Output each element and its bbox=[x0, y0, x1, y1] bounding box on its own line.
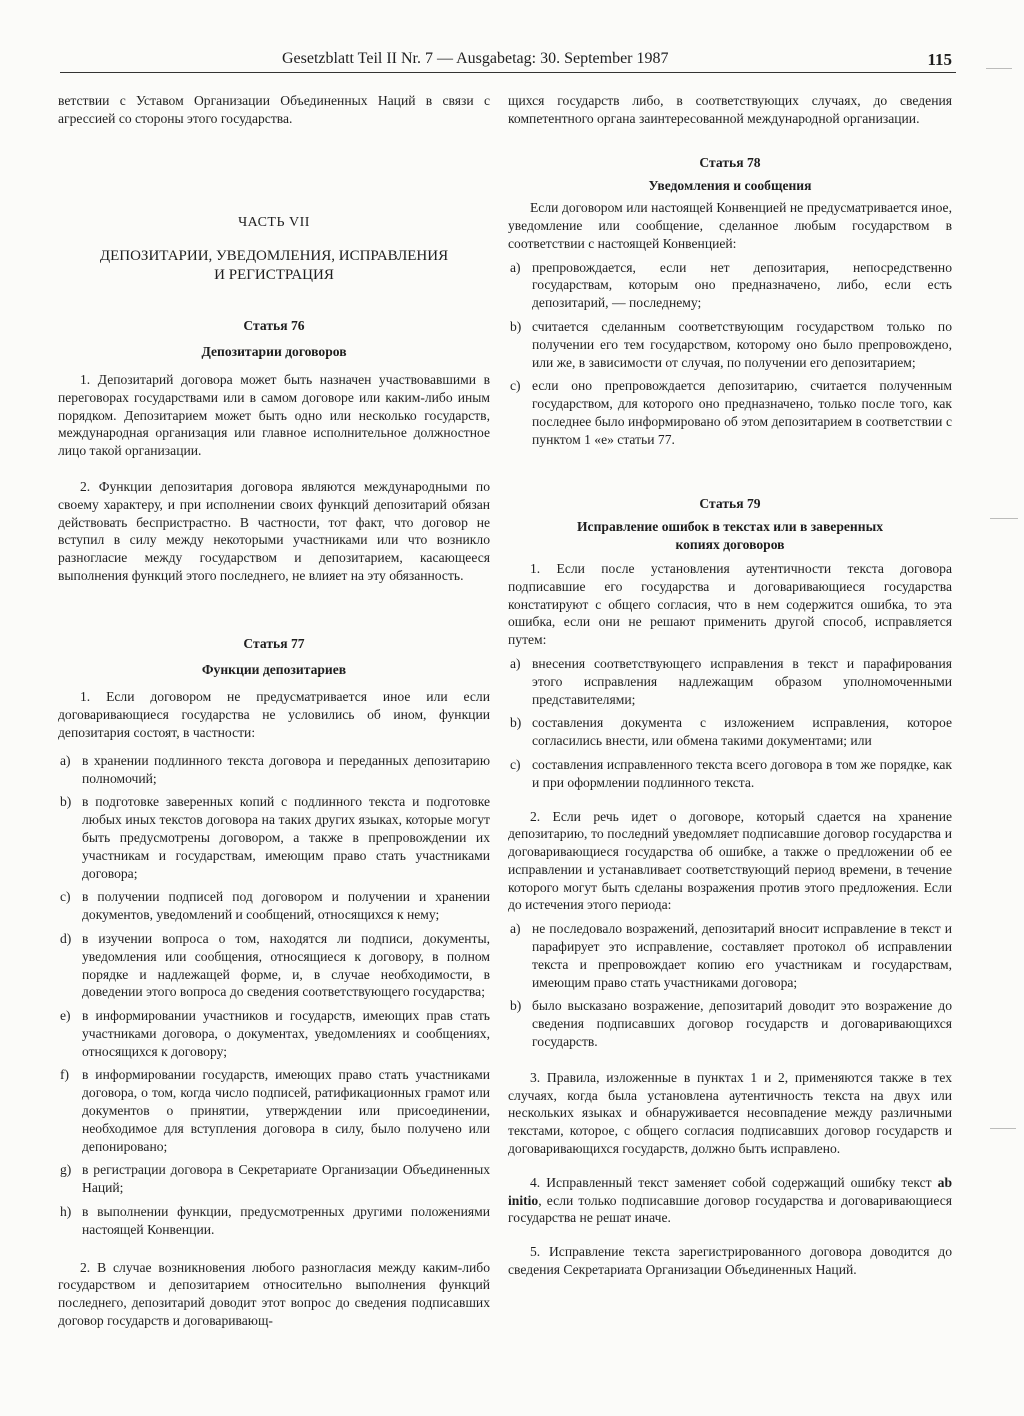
list-item bbox=[58, 888, 490, 924]
item-text: составления исправленного текста всего договора в том же порядке, как и при оформлении подлинного текста. bbox=[532, 756, 952, 790]
paragraph-text: , если только подписавшие договор государства и договаривающиеся государства не решат иначе. bbox=[508, 1192, 952, 1226]
paragraph: 2. В случае возникновения любого разногласия между каким-либо государством и депозитарием относительно выполнения функций последнего, депозитарий доводит этот вопрос до сведения подписавших договор государств и договаривающ- bbox=[58, 1259, 490, 1329]
list-item bbox=[58, 793, 490, 882]
article-78 bbox=[508, 154, 952, 449]
item-text: в подготовке заверенных копий с подлинного текста и подготовке любых иных текстов договора на таких других языках, которые могут быть предусмотрены договором, а также в препровождении их участникам и государствам, имеющим право стать участниками договора; bbox=[82, 794, 490, 881]
item-label: a) bbox=[60, 752, 71, 768]
article-number: Статья 76 bbox=[243, 318, 305, 334]
continued-paragraph: ветствии с Уставом Организации Объединенных Наций в связи с агрессией со стороны этого государства. bbox=[58, 93, 490, 126]
item-label: h) bbox=[60, 1204, 72, 1220]
item-text: в выполнении функции, предусмотренных другими положениями настоящей Конвенции. bbox=[82, 1204, 490, 1237]
part-title-line-2: И РЕГИСТРАЦИЯ bbox=[214, 267, 334, 284]
article-77 bbox=[58, 635, 490, 1330]
part-title bbox=[58, 247, 490, 285]
item-text: в изучении вопроса о том, находятся ли подписи, документы, уведомления или сообщения, относящиеся к договору, в полном порядке и надлежащей форме, и, в случае необходимости, в доведении этого вопроса до сведения соответствующего государства; bbox=[82, 930, 490, 1000]
item-text: в получении подписей под договором и получении и хранении документов, уведомлений и сообщений, относящихся к нему; bbox=[82, 889, 490, 923]
item-label: c) bbox=[510, 378, 521, 394]
item-text: если оно препровождается депозитарию, считается полученным государством, для которого оно предназначено, только после того, как последнее было информировано об этом депозитарием в соответствии с пунктом 1 «е» статьи 77. bbox=[532, 378, 952, 447]
item-text: внесения соответствующего исправления в текст и парафирования этого исправления надлежащим образом уполномоченными представителями; bbox=[532, 655, 952, 707]
list-item bbox=[508, 714, 952, 750]
list-item bbox=[508, 655, 952, 708]
item-text: в регистрации договора в Секретариате Организации Объединенных Наций; bbox=[82, 1162, 490, 1196]
running-header bbox=[60, 50, 956, 73]
article-title: Депозитарии договоров bbox=[201, 344, 347, 360]
article-title: Функции депозитариев bbox=[201, 661, 347, 677]
list-item bbox=[58, 1066, 490, 1155]
item-label: a) bbox=[510, 655, 521, 671]
list-item bbox=[508, 756, 952, 792]
list-item bbox=[508, 377, 952, 448]
paragraph: 2. Функции депозитария договора являются международными по своему характеру, и при исполнении своих функций депозитарий обязан действовать беспристрастно. В частности, тот факт, что договор не вступил в силу между некоторыми участниками или что возникло разногласие между государством и депозитарием, касающееся выполнения функций этого последнего, не влияет на эту обязанность. bbox=[58, 478, 490, 583]
paragraph: 2. Если речь идет о договоре, который сдается на хранение депозитарию, то последний уведомляет подписавшие договор государства и договаривающиеся государства об ошибке, а также о предложении об ее исправлении и устанавливает соответствующий период времени, в течение которого могут быть сделаны возражения против этого предложения. Если до истечения этого периода: bbox=[508, 808, 952, 913]
paragraph: 3. Правила, изложенные в пунктах 1 и 2, применяются также в тех случаях, когда была установлена аутентичность текста на двух или нескольких языках и обнаруживается несовпадение между различными текстами, которое, с общего согласия подписавших договор государств и договаривающихся государств, должно быть исправлено. bbox=[508, 1069, 952, 1157]
item-label: a) bbox=[510, 921, 521, 937]
item-text: не последовало возражений, депозитарий вносит исправление в текст и парафирует это исправление, составляет протокол об исправлении текста и препровождает копию его участникам и государствам, имеющим право стать участниками договора; bbox=[532, 921, 952, 990]
part-title-line-1: ДЕПОЗИТАРИИ, УВЕДОМЛЕНИЯ, ИСПРАВЛЕНИЯ bbox=[99, 248, 449, 265]
left-column bbox=[58, 92, 490, 1330]
part-number: ЧАСТЬ VII bbox=[238, 214, 310, 230]
item-text: в информировании государств, имеющих право стать участниками договора, о том, когда число подписей, ратификационных грамот или документов о принятии, утверждении или присоединении, необходимое для вступления договора в силу, было получено или депонировано; bbox=[82, 1067, 490, 1154]
item-text: в информировании участников и государств, имеющих прав стать участниками договора, о документах, уведомлениях и сообщениях, относящихся к договору; bbox=[82, 1008, 490, 1059]
right-column bbox=[508, 92, 952, 1279]
list-item bbox=[508, 318, 952, 371]
article-79 bbox=[508, 495, 952, 1279]
scan-mark bbox=[990, 518, 1018, 519]
item-label: b) bbox=[60, 794, 72, 810]
item-label: b) bbox=[510, 998, 522, 1014]
paragraph bbox=[508, 1174, 952, 1227]
continued-paragraph: щихся государств либо, в соответствующих случаях, до сведения компетентного органа заинтересованной международной организации. bbox=[508, 93, 952, 126]
paragraph: 5. Исправление текста зарегистрированного договора доводится до сведения Секретариата Организации Объединенных Наций. bbox=[508, 1244, 952, 1278]
list-item bbox=[508, 259, 952, 312]
item-text: было высказано возражение, депозитарий доводит это возражение до сведения подписавших договор государств и договаривающихся государств. bbox=[532, 998, 952, 1050]
item-text: считается сделанным соответствующим государством только по получении его тем государством, которому оно было препровождено, или же, в зависимости от случая, по получении его депозитарием; bbox=[532, 318, 952, 370]
list-item bbox=[58, 1161, 490, 1197]
item-label: b) bbox=[510, 318, 522, 334]
paragraph: 1. Если договором не предусматривается иное или если договаривающиеся государства не условились об ином, функции депозитария состоят, в частности: bbox=[58, 689, 490, 740]
list-item bbox=[58, 1203, 490, 1239]
item-label: d) bbox=[60, 930, 72, 946]
item-text: составления документа с изложением исправления, которое согласились внести, или обмена такими документами; или bbox=[532, 715, 952, 749]
scan-mark bbox=[990, 1128, 1016, 1129]
item-label: b) bbox=[510, 715, 522, 731]
scan-mark bbox=[986, 68, 1012, 69]
item-label: f) bbox=[60, 1067, 70, 1083]
article-number: Статья 77 bbox=[243, 635, 305, 651]
list-item bbox=[58, 752, 490, 788]
item-text: препровождается, если нет депозитария, непосредственно государствам, которым оно предназначено, либо, если есть депозитарий, — последнему; bbox=[532, 259, 952, 311]
item-label: c) bbox=[510, 756, 521, 772]
list-item bbox=[508, 997, 952, 1050]
item-label: g) bbox=[60, 1162, 72, 1178]
list-item bbox=[508, 920, 952, 991]
article-number: Статья 78 bbox=[699, 154, 761, 170]
item-text: в хранении подлинного текста договора и переданных депозитарию полномочий; bbox=[82, 752, 490, 786]
article-title bbox=[508, 518, 952, 554]
paragraph: 1. Если после установления аутентичности текста договора подписавшие его государства и договаривающиеся государства констатируют с общего согласия, что в нем содержится ошибка, то эта ошибка, если они не решают применить другой способ, исправляется путем: bbox=[508, 560, 952, 648]
latin-term: ab initio bbox=[508, 1174, 952, 1208]
page-number: 115 bbox=[927, 50, 952, 69]
item-label: a) bbox=[510, 259, 521, 275]
list-item bbox=[58, 930, 490, 1001]
running-title: Gesetzblatt Teil II Nr. 7 — Ausgabetag: 30. September 1987 bbox=[282, 50, 669, 67]
item-label: c) bbox=[60, 889, 71, 905]
article-number: Статья 79 bbox=[699, 495, 761, 511]
article-title: Уведомления и сообщения bbox=[648, 178, 812, 194]
article-title-line-2: копиях договоров bbox=[675, 537, 785, 553]
paragraph: 1. Депозитарий договора может быть назначен участвовавшими в переговорах государствами или в самом договоре или каким-либо иным порядком. Депозитарием может быть одно или несколько государств, международная организация или главное исполнительное должностное лицо такой организации. bbox=[58, 371, 490, 459]
paragraph: Если договором или настоящей Конвенцией не предусматривается иное, уведомление или сообщение, сделанное любым государством в соответствии с настоящей Конвенцией: bbox=[508, 200, 952, 251]
article-76 bbox=[58, 317, 490, 584]
item-label: e) bbox=[60, 1008, 71, 1024]
paragraph-text: 4. Исправленный текст заменяет собой содержащий ошибку текст bbox=[530, 1174, 938, 1190]
article-title-line-1: Исправление ошибок в текстах или в заверенных bbox=[576, 519, 883, 535]
list-item bbox=[58, 1007, 490, 1060]
